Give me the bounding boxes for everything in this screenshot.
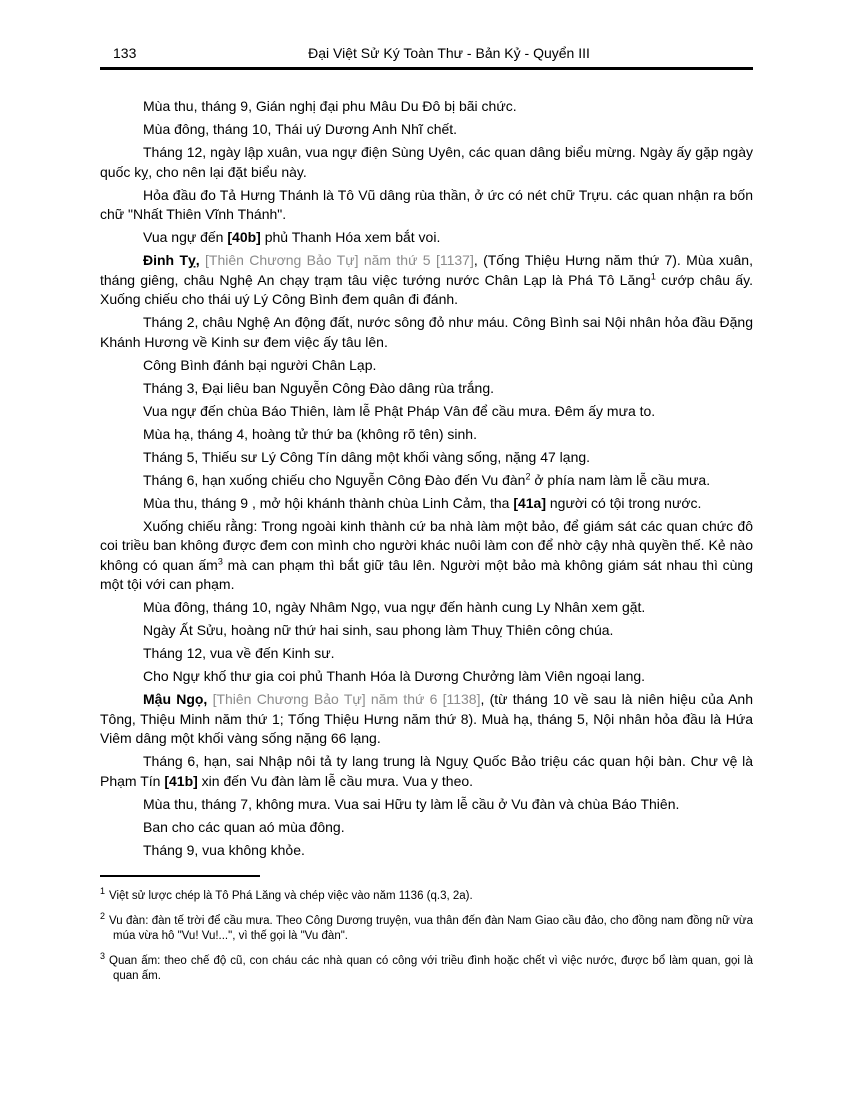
footnote-text: Việt sử lược chép là Tô Phá Lăng và chép việc vào năm 1136 (q.3, 2a). <box>109 890 473 902</box>
paragraph <box>100 186 753 225</box>
paragraph <box>100 251 753 310</box>
text-run: Tháng 6, hạn xuống chiếu cho Nguyễn Công Đào đến Vu đàn <box>143 471 526 488</box>
footnote-marker: 2 <box>100 910 106 921</box>
footnote <box>100 910 753 945</box>
text-run: [41a] <box>513 494 546 511</box>
text-run: Công Bình đánh bại người Chân Lạp. <box>143 356 377 373</box>
paragraph <box>100 690 753 749</box>
text-run: Tháng 12, vua về đến Kinh sư. <box>143 645 335 661</box>
text-run: Tháng 5, Thiếu sư Lý Công Tín dâng một khối vàng sống, nặng 47 lạng. <box>143 448 591 465</box>
text-run: Mùa đông, tháng 10, Thái uý Dương Anh Nhĩ chết. <box>143 121 458 137</box>
text-run: ở phía nam làm lễ cầu mưa. <box>530 471 711 488</box>
text-run: Vua ngự đến chùa Báo Thiên, làm lễ Phật Pháp Vân để cầu mưa. Đêm ấy mưa to. <box>143 402 656 419</box>
text-run: Mùa đông, tháng 10, ngày Nhâm Ngọ, vua ngự đến hành cung Ly Nhân xem gặt. <box>143 599 646 615</box>
paragraph <box>100 644 753 664</box>
text-run: Đinh Tỵ, <box>143 252 200 268</box>
paragraph <box>100 752 753 791</box>
text-run: Mùa hạ, tháng 4, hoàng tử thứ ba (không rõ tên) sinh. <box>143 425 477 442</box>
paragraph <box>100 379 753 399</box>
footnote-ref: 1 <box>650 270 656 281</box>
text-run: , (từ tháng 10 về sau là niên hiệu của Anh Tông, Thiệu Minh năm thứ 1; Tống Thiệu Hưng năm thứ 8). Muà hạ, tháng 5, Nội nhân hỏa đầu là Hứa Viêm dâng một khối vàng sống nặng 66 lạng. <box>100 691 754 746</box>
footnotes-section <box>100 875 753 985</box>
text-run: mà can phạm thì bắt giữ tâu lên. Người một bảo mà không giám sát nhau thì cùng một tội với can phạm. <box>100 556 753 592</box>
text-run: Xuống chiếu rằng: Trong ngoài kinh thành cứ ba nhà làm một bảo, để giám sát các quan chức đô coi triều ban không được đem con mình cho người khác nuôi làm con để nhờ cậy nhà quyền thế. Kẻ nào không có quan ấm <box>100 517 753 573</box>
footnote <box>100 886 753 905</box>
paragraph <box>100 97 753 117</box>
paragraph <box>100 494 753 514</box>
paragraph <box>100 818 753 838</box>
text-run: , (Tống Thiệu Hưng năm thứ 7). Mùa xuân, tháng giêng, châu Nghệ An chạy trạm tâu việc tướng nước Chân Lạp là Phá Tô Lăng <box>100 252 753 288</box>
text-run: Hỏa đầu đo Tả Hưng Thánh là Tô Vũ dâng rùa thần, ở ức có nét chữ Trựu. các quan nhận ra bốn chữ "Nhất Thiên Vĩnh Thánh". <box>100 186 753 222</box>
footnote-text: Vu đàn: đàn tế trời để cầu mưa. Theo Công Dương truyện, vua thân đến đàn Nam Giao cầu đảo, cho đồng nam đồng nữ vừa múa vừa hô "Vu! Vu!...", vì thế gọi là "Vu đàn". <box>109 914 753 942</box>
text-run: Mậu Ngọ, <box>143 691 208 707</box>
footnote-ref: 2 <box>525 470 531 481</box>
paragraph <box>100 667 753 687</box>
paragraph <box>100 621 753 641</box>
text-run: Tháng 3, Đại liêu ban Nguyễn Công Đào dâng rùa trắng. <box>143 379 495 396</box>
footnote-separator <box>100 875 260 877</box>
text-run: [Thiên Chương Bảo Tự] năm thứ 6 [1138] <box>212 691 481 707</box>
paragraph <box>100 471 753 491</box>
text-run: phủ Thanh Hóa xem bắt voi. <box>260 229 441 245</box>
body-text <box>100 97 753 860</box>
paragraph <box>100 598 753 618</box>
footnote-marker: 3 <box>100 950 106 961</box>
footnote-ref: 3 <box>217 555 223 566</box>
paragraph <box>100 313 753 352</box>
paragraph <box>100 228 753 248</box>
text-run: Vua ngự đến <box>143 229 228 245</box>
footnote-list <box>100 886 753 985</box>
text-run: Mùa thu, tháng 9 , mở hội khánh thành chùa Linh Cảm, tha <box>143 494 514 511</box>
paragraph <box>100 356 753 376</box>
text-run: Tháng 12, ngày lập xuân, vua ngự điện Sùng Uyên, các quan dâng biểu mừng. Ngày ấy gặp ngày quốc kỵ, cho nên lại đặt biểu này. <box>100 144 753 180</box>
text-run: Mùa thu, tháng 7, không mưa. Vua sai Hữu ty làm lễ cầu ở Vu đàn và chùa Báo Thiên. <box>143 795 680 812</box>
text-run: Tháng 2, châu Nghệ An động đất, nước sông đỏ như máu. Công Bình sai Nội nhân hỏa đầu Đặng Khánh Hương về Kinh sư đem việc ấy tâu lên. <box>100 314 753 350</box>
page-number: 133 <box>113 45 137 61</box>
page-header <box>100 45 753 62</box>
paragraph <box>100 517 753 595</box>
text-run: người có tội trong nước. <box>546 494 702 511</box>
paragraph <box>100 120 753 140</box>
footnote-text: Quan ấm: theo chế độ cũ, con cháu các nhà quan có công với triều đình hoặc chết vì việc nước, được bổ làm quan, gọi là quan ấm. <box>109 954 753 982</box>
text-run: Tháng 9, vua không khỏe. <box>143 841 305 858</box>
text-run: Ban cho các quan aó mùa đông. <box>143 818 345 835</box>
text-run: [Thiên Chương Bảo Tự] năm thứ 5 [1137] <box>205 252 474 268</box>
text-run: cướp châu ấy. Xuống chiếu cho thái uý Lý Công Bình đem quân đi đánh. <box>100 271 753 307</box>
header-rule <box>100 67 753 70</box>
footnote-marker: 1 <box>100 886 106 897</box>
text-run: [41b] <box>164 772 198 789</box>
paragraph <box>100 795 753 815</box>
page-title: Đại Việt Sử Ký Toàn Thư - Bản Kỷ - Quyển III <box>308 45 590 61</box>
paragraph <box>100 841 753 861</box>
paragraph <box>100 448 753 468</box>
text-run: Ngày Ất Sửu, hoàng nữ thứ hai sinh, sau phong làm Thuỵ Thiên công chúa. <box>143 622 614 638</box>
text-run: Mùa thu, tháng 9, Gián nghị đại phu Mâu Du Đô bị bãi chức. <box>143 98 517 114</box>
text-run: Tháng 6, hạn, sai Nhập nôi tả ty lang trung là Nguỵ Quốc Bảo triệu các quan hội bàn. Chư vệ là Phạm Tín <box>100 753 753 789</box>
text-run: Cho Ngự khố thư gia coi phủ Thanh Hóa là Dương Chưởng làm Viên ngoại lang. <box>143 668 646 684</box>
paragraph <box>100 425 753 445</box>
text-run: xin đến Vu đàn làm lễ cầu mưa. Vua y theo. <box>197 772 474 789</box>
footnote <box>100 950 753 985</box>
paragraph <box>100 402 753 422</box>
text-run: [40b] <box>227 229 261 245</box>
paragraph <box>100 143 753 182</box>
